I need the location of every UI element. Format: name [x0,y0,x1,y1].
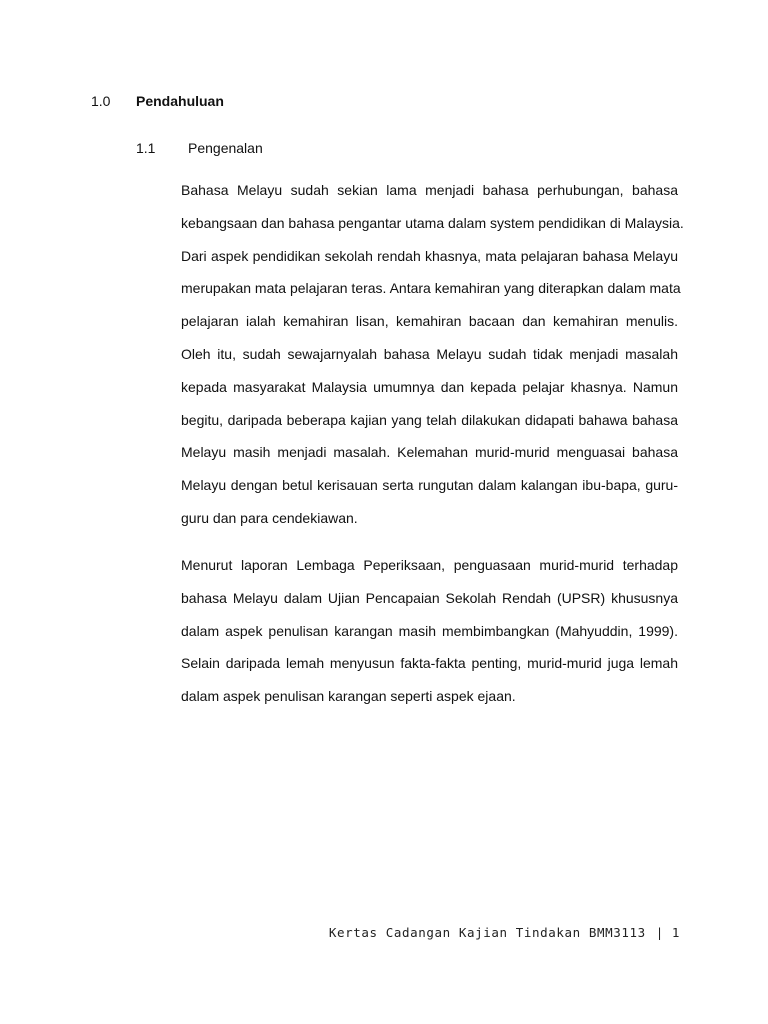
paragraph-line: Bahasa Melayu sudah sekian lama menjadi bahasa perhubungan, bahasa [181,182,678,198]
paragraph-line: bahasa Melayu dalam Ujian Pencapaian Sekolah Rendah (UPSR) khususnya [181,589,678,606]
paragraph-line: Menurut laporan Lembaga Peperiksaan, penguasaan murid-murid terhadap [181,557,678,573]
subsection-heading [136,138,263,158]
paragraph-line: pelajaran ialah kemahiran lisan, kemahiran bacaan dan kemahiran menulis. [181,313,678,330]
section-number: 1.0 [91,93,111,109]
paragraph-line: kepada masyarakat Malaysia umumnya dan kepada pelajar khasnya. Namun [181,378,678,395]
footer-separator: | [655,925,664,940]
paragraph-2 [181,549,678,713]
paragraph-1 [181,174,684,535]
paragraph-line: begitu, daripada beberapa kajian yang telah dilakukan didapati bahawa bahasa [181,411,678,428]
section-title: Pendahuluan [136,93,224,109]
subsection-title: Pengenalan [188,140,263,156]
subsection-number: 1.1 [136,140,156,156]
paragraph-line: Dari aspek pendidikan sekolah rendah khasnya, mata pelajaran bahasa Melayu [181,247,678,264]
paragraph-line: guru dan para cendekiawan. [181,509,358,526]
paragraph-line: kebangsaan dan bahasa pengantar utama dalam system pendidikan di Malaysia. [181,214,684,231]
paragraph-line: dalam aspek penulisan karangan seperti aspek ejaan. [181,688,516,705]
section-heading [91,91,224,111]
paragraph-line: dalam aspek penulisan karangan masih membimbangkan (Mahyuddin, 1999). [181,622,678,639]
paragraph-line: Selain daripada lemah menyusun fakta-fakta penting, murid-murid juga lemah [181,655,678,672]
footer-title: Kertas Cadangan Kajian Tindakan BMM3113 [328,925,646,940]
page-number: 1 [671,925,680,940]
paragraph-line: Oleh itu, sudah sewajarnyalah bahasa Melayu sudah tidak menjadi masalah [181,345,678,362]
paragraph-line: merupakan mata pelajaran teras. Antara kemahiran yang diterapkan dalam mata [181,280,681,297]
paragraph-line: Melayu dengan betul kerisauan serta rungutan dalam kalangan ibu-bapa, guru- [181,477,678,494]
page-footer [329,925,680,940]
paragraph-line: Melayu masih menjadi masalah. Kelemahan murid-murid menguasai bahasa [181,444,678,461]
